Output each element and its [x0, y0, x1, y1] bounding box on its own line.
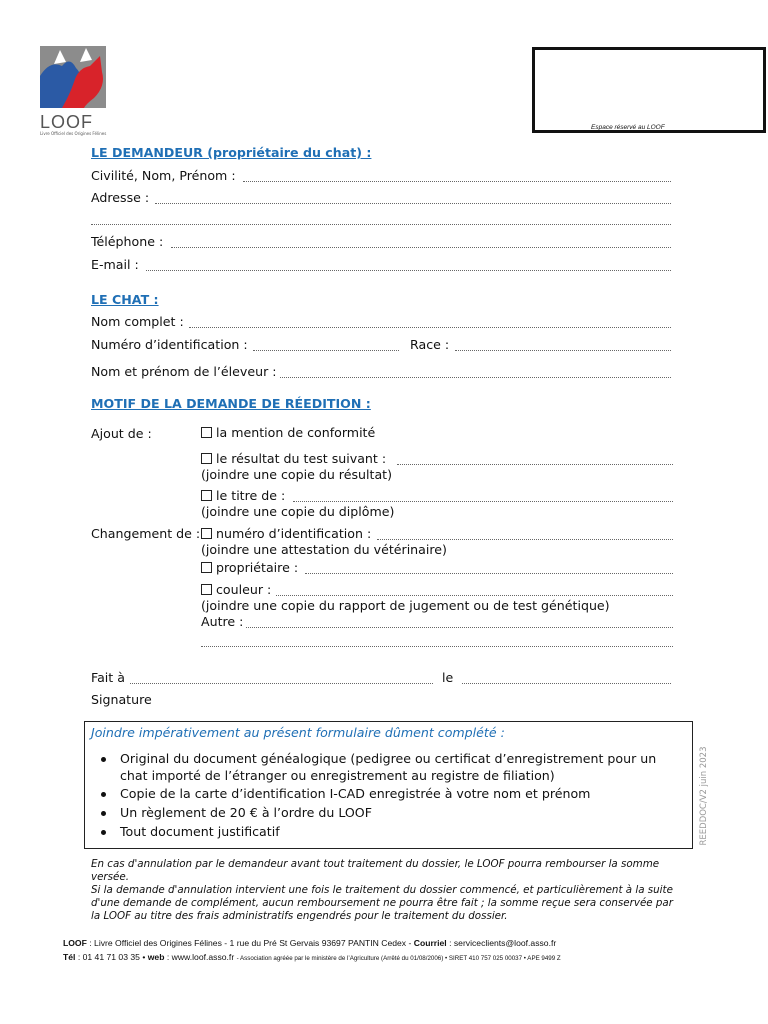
label-adresse: Adresse :	[91, 190, 150, 205]
list-item	[101, 750, 686, 784]
footer-tel: : 01 41 71 03 35 •	[77, 952, 146, 962]
option-numero[interactable]	[201, 526, 371, 541]
list-item	[101, 804, 686, 821]
checkbox-numero[interactable]	[201, 528, 212, 539]
option-mention-label: la mention de conformité	[216, 425, 376, 440]
list-item	[101, 785, 686, 802]
section-motif-title: MOTIF DE LA DEMANDE DE RÉEDITION :	[91, 396, 371, 411]
footer-web[interactable]: : www.loof.asso.fr	[166, 952, 235, 962]
required-documents-title: Joindre impérativement au présent formulaire dûment complété :	[91, 725, 505, 740]
notice-paragraph-2: Si la demande d'annulation intervient une fois le traitement du dossier commencé, et particulièrement à la suite d'une demande de complément, aucun remboursement ne pourra être fait ; la somme reçue sera conservée par la LOOF au titre des frais administratifs engendrés pour le traitement du dossier.	[91, 884, 673, 922]
label-ajout: Ajout de :	[91, 426, 152, 441]
field-resultat[interactable]	[397, 464, 673, 465]
field-proprietaire[interactable]	[305, 573, 673, 574]
checkbox-resultat[interactable]	[201, 453, 212, 464]
option-proprietaire[interactable]	[201, 560, 298, 575]
label-autre: Autre :	[201, 614, 244, 629]
notice-paragraph-1: En cas d'annulation par le demandeur avant tout traitement du dossier, le LOOF pourra rembourser la somme versée.	[91, 858, 660, 883]
section-chat-title: LE CHAT :	[91, 292, 159, 307]
option-titre[interactable]	[201, 488, 285, 503]
option-titre-label: le titre de :	[216, 488, 286, 503]
note-couleur: (joindre une copie du rapport de jugement ou de test génétique)	[201, 598, 610, 613]
note-titre: (joindre une copie du diplôme)	[201, 504, 395, 519]
reserved-box-caption: Espace réservé au LOOF	[591, 124, 665, 131]
field-telephone[interactable]	[171, 247, 671, 248]
label-eleveur: Nom et prénom de l’éleveur :	[91, 364, 277, 379]
list-item	[101, 823, 686, 840]
label-changement: Changement de :	[91, 526, 201, 541]
field-autre-line2[interactable]	[201, 646, 673, 647]
section-demandeur-title: LE DEMANDEUR (propriétaire du chat) :	[91, 145, 372, 160]
option-resultat-label: le résultat du test suivant :	[216, 451, 387, 466]
field-changement-numero[interactable]	[377, 539, 673, 540]
bullet-icon	[101, 830, 106, 835]
label-signature: Signature	[91, 692, 152, 707]
footer-line-1	[63, 938, 556, 948]
footer-legal: - Association agréée par le ministère de l’Agriculture (Arrêté du 01/08/2006) • SIRET 410 757 025 00037 • APE 9499 Z	[236, 955, 561, 962]
bullet-icon	[101, 757, 106, 762]
footer-mail[interactable]: : serviceclients@loof.asso.fr	[449, 938, 557, 948]
label-nom-complet: Nom complet :	[91, 314, 184, 329]
bullet-icon	[101, 792, 106, 797]
option-numero-label: numéro d’identification :	[216, 526, 372, 541]
bullet-icon	[101, 811, 106, 816]
footer-address: : Livre Officiel des Origines Félines - 1 rue du Pré St Gervais 93697 PANTIN Cedex -	[89, 938, 412, 948]
reserved-box	[532, 47, 766, 133]
option-resultat[interactable]	[201, 451, 386, 466]
checkbox-proprietaire[interactable]	[201, 562, 212, 573]
label-numero: Numéro d’identification :	[91, 337, 248, 352]
field-email[interactable]	[146, 270, 671, 271]
label-le: le	[442, 670, 454, 685]
field-autre[interactable]	[246, 627, 673, 628]
label-fait: Fait à	[91, 670, 125, 685]
option-proprietaire-label: propriétaire :	[216, 560, 299, 575]
field-couleur[interactable]	[276, 595, 673, 596]
footer-web-label: web	[147, 952, 165, 962]
note-numero: (joindre une attestation du vétérinaire)	[201, 542, 447, 557]
list-item-text: Un règlement de 20 € à l’ordre du LOOF	[120, 805, 372, 820]
footer-line-2	[63, 952, 561, 962]
field-fait[interactable]	[130, 683, 433, 684]
field-race[interactable]	[455, 350, 671, 351]
list-item-text: Tout document justificatif	[120, 824, 280, 839]
logo-subtitle: Livre Officiel des Origines Félines	[40, 131, 107, 136]
option-couleur[interactable]	[201, 582, 271, 597]
list-item-text: Copie de la carte d’identification I-CAD enregistrée à votre nom et prénom	[120, 786, 591, 801]
label-race: Race :	[410, 337, 450, 352]
field-adresse[interactable]	[155, 203, 671, 204]
note-resultat: (joindre une copie du résultat)	[201, 467, 393, 482]
label-civilite: Civilité, Nom, Prénom :	[91, 168, 236, 183]
label-email: E-mail :	[91, 257, 139, 272]
checkbox-titre[interactable]	[201, 490, 212, 501]
checkbox-mention[interactable]	[201, 427, 212, 438]
field-nom-complet[interactable]	[189, 327, 671, 328]
checkbox-couleur[interactable]	[201, 584, 212, 595]
required-documents-box	[84, 721, 693, 849]
field-civilite[interactable]	[243, 181, 671, 182]
field-adresse-line2[interactable]	[91, 224, 671, 225]
cancellation-notice	[91, 858, 681, 923]
label-telephone: Téléphone :	[91, 234, 164, 249]
footer-mail-label: Courriel	[413, 938, 447, 948]
field-eleveur[interactable]	[280, 377, 671, 378]
field-numero[interactable]	[253, 350, 399, 351]
option-mention[interactable]	[201, 425, 375, 440]
loof-logo	[40, 46, 106, 136]
document-reference: REEDDOC/V2 juin 2023	[699, 746, 709, 846]
loof-logo-graphic	[40, 46, 106, 108]
list-item-text: Original du document généalogique (pedigree ou certificat d’enregistrement pour un chat importé de l’étranger ou enregistrement au registre de filiation)	[120, 751, 657, 783]
option-couleur-label: couleur :	[216, 582, 272, 597]
footer-tel-label: Tél	[63, 952, 76, 962]
field-date[interactable]	[462, 683, 671, 684]
logo-text: LOOF	[40, 112, 94, 132]
footer-brand: LOOF	[63, 938, 87, 948]
field-titre[interactable]	[293, 501, 673, 502]
